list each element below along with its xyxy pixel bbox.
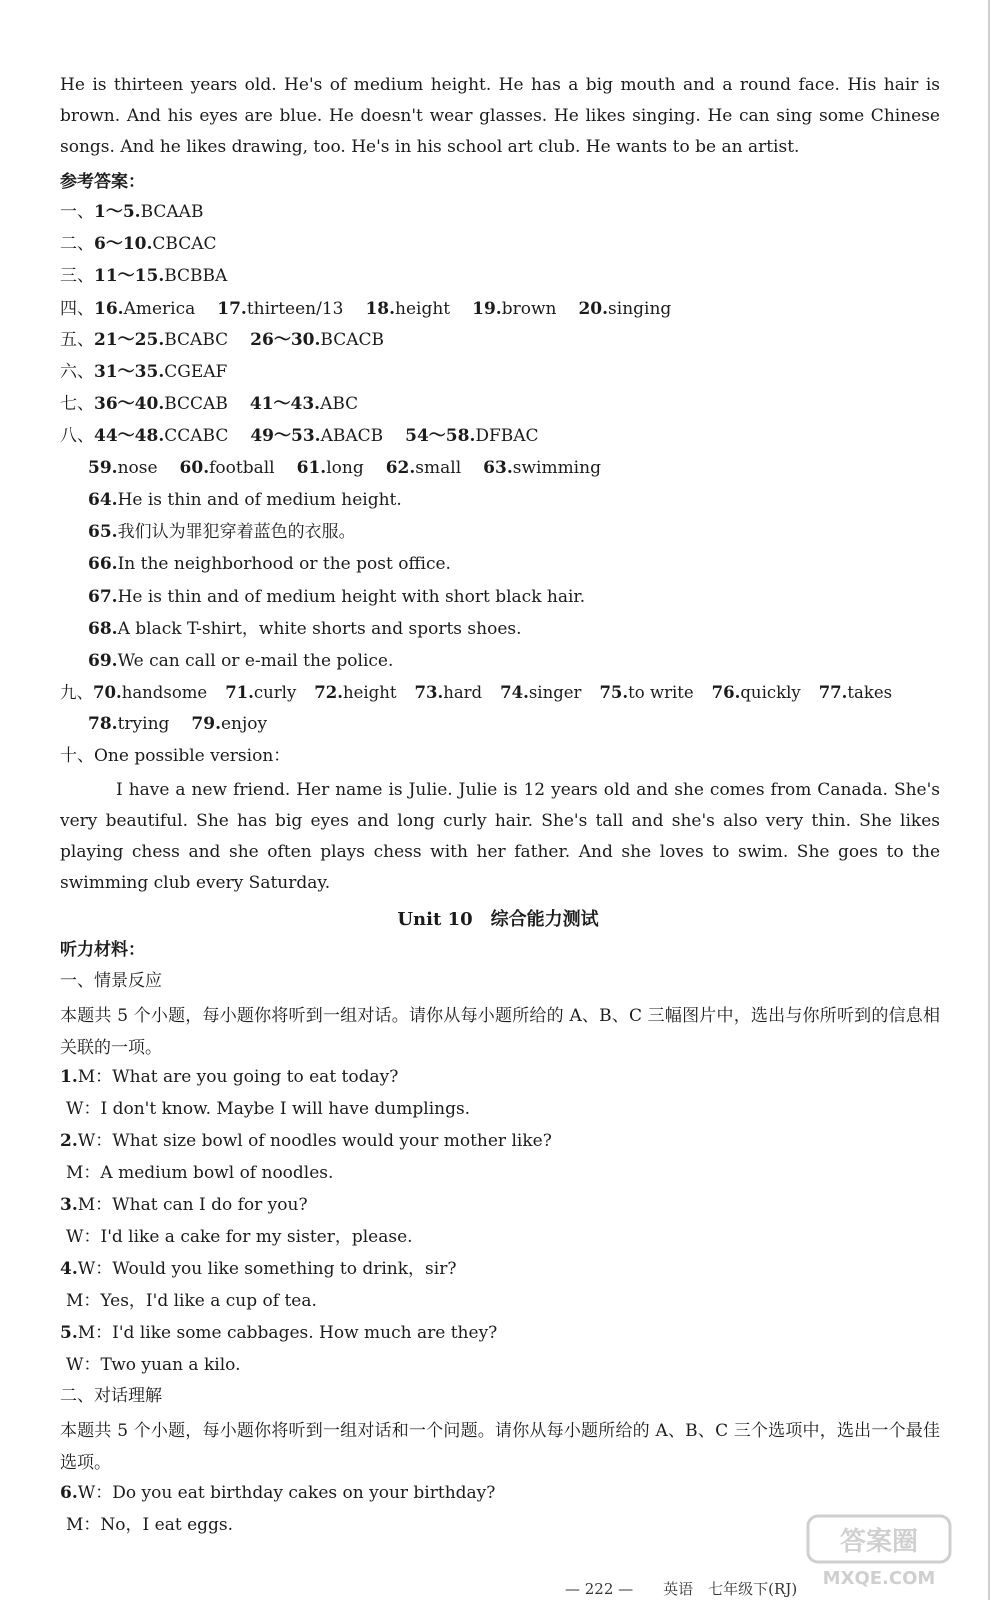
item-number: 75. xyxy=(599,683,629,702)
section-prefix: 三、 xyxy=(60,266,94,286)
dialogue-1-line2: W：I don't know. Maybe I will have dumplings. xyxy=(66,1099,471,1119)
answer-line-6 xyxy=(60,360,227,384)
item-range: 31～35. xyxy=(94,362,165,382)
answer-text: trying xyxy=(117,714,170,734)
answer-text: A black T-shirt，white shorts and sports shoes. xyxy=(117,619,522,639)
answer-text: height xyxy=(395,299,451,319)
answer-line-3 xyxy=(60,264,227,288)
answer-text: handsome xyxy=(121,683,208,702)
svg-text:MXQE.COM: MXQE.COM xyxy=(822,1568,936,1589)
answer-text: singer xyxy=(528,683,582,702)
item-number: 63. xyxy=(483,458,513,478)
answer-text: In the neighborhood or the post office. xyxy=(117,554,451,574)
part2-heading: 二、对话理解 xyxy=(60,1386,162,1406)
item-number: 5. xyxy=(60,1323,78,1343)
dialogue-1-line1 xyxy=(60,1065,398,1089)
page-footer: — 222 — 英语 七年级下(RJ) xyxy=(565,1580,798,1598)
item-number: 76. xyxy=(711,683,741,702)
answer-text: We can call or e-mail the police. xyxy=(117,651,394,671)
answer-text: to write xyxy=(628,683,694,702)
answer-text: football xyxy=(209,458,275,478)
section-prefix: 一、 xyxy=(60,202,94,222)
answer-65 xyxy=(88,520,356,544)
dialogue-5-line1 xyxy=(60,1321,497,1345)
answer-67 xyxy=(88,585,585,609)
answer-text: curly xyxy=(253,683,297,702)
answer-text: takes xyxy=(847,683,893,702)
item-number: 67. xyxy=(88,587,118,607)
essay-paragraph: I have a new friend. Her name is Julie. Julie is 12 years old and she comes from Canada. She's very beautiful. She has big eyes and long curly hair. She's tall and she's also very thin. She likes playing chess and she often plays chess with her father. And she loves to swim. She goes to the swimming club every Saturday. xyxy=(60,780,940,893)
answer-text: enjoy xyxy=(221,714,268,734)
section-prefix: 二、 xyxy=(60,234,94,254)
answer-text: swimming xyxy=(512,458,601,478)
dialogue-text: W：What size bowl of noodles would your mother like? xyxy=(77,1131,552,1151)
answer-line-9b xyxy=(88,712,267,736)
item-number: 16. xyxy=(94,299,124,319)
item-number: 73. xyxy=(414,683,444,702)
dialogue-2-line1 xyxy=(60,1129,552,1153)
item-range: 41～43. xyxy=(249,394,321,414)
item-number: 77. xyxy=(818,683,848,702)
answer-line-7 xyxy=(60,392,358,416)
dialogue-text: M：I'd like some cabbages. How much are they? xyxy=(77,1323,498,1343)
answer-text: small xyxy=(415,458,462,478)
answer-64 xyxy=(88,488,402,512)
answer-68 xyxy=(88,617,522,641)
item-range: 44～48. xyxy=(94,426,165,446)
answer-text: nose xyxy=(117,458,158,478)
item-number: 4. xyxy=(60,1259,78,1279)
answer-line-1 xyxy=(60,200,203,224)
section-prefix: 四、 xyxy=(60,299,94,319)
answer-text: BCACB xyxy=(320,330,384,350)
item-number: 2. xyxy=(60,1131,78,1151)
answer-text: long xyxy=(326,458,364,478)
unit-title: Unit 10 综合能力测试 xyxy=(397,909,599,930)
answer-text: quickly xyxy=(740,683,801,702)
item-number: 72. xyxy=(314,683,343,702)
item-number: 6. xyxy=(60,1483,78,1503)
answer-text: He is thin and of medium height with short black hair. xyxy=(117,587,586,607)
item-range: 21～25. xyxy=(94,330,165,350)
answers-heading: 参考答案： xyxy=(60,172,145,192)
svg-text:答案圈: 答案圈 xyxy=(839,1527,919,1557)
item-range: 26～30. xyxy=(250,330,321,350)
section-prefix: 七、 xyxy=(60,394,94,414)
section-prefix: 十、 xyxy=(60,746,94,766)
answer-text: thirteen/13 xyxy=(246,299,344,319)
item-number: 3. xyxy=(60,1195,78,1215)
answer-line-5 xyxy=(60,328,384,352)
answer-text: ABACB xyxy=(320,426,384,446)
item-number: 70. xyxy=(93,683,122,702)
item-number: 61. xyxy=(296,458,327,478)
item-number: 59. xyxy=(88,458,118,478)
answer-line-10 xyxy=(60,744,290,768)
dialogue-text: W：Do you eat birthday cakes on your birthday? xyxy=(77,1483,496,1503)
page-edge xyxy=(988,0,990,1600)
item-number: 62. xyxy=(385,458,416,478)
item-range: 49～53. xyxy=(250,426,321,446)
item-number: 78. xyxy=(88,714,118,734)
section-prefix: 六、 xyxy=(60,362,94,382)
answer-line-8 xyxy=(60,424,539,448)
part1-heading: 一、情景反应 xyxy=(60,971,162,991)
item-number: 20. xyxy=(578,299,609,319)
item-number: 69. xyxy=(88,651,118,671)
item-number: 66. xyxy=(88,554,118,574)
answer-text: America xyxy=(123,299,196,319)
dialogue-text: M：What are you going to eat today? xyxy=(77,1067,399,1087)
watermark-logo xyxy=(804,1510,954,1590)
item-range: 1～5. xyxy=(94,202,141,222)
dialogue-2-line2: M：A medium bowl of noodles. xyxy=(66,1163,334,1183)
item-number: 64. xyxy=(88,490,118,510)
item-number: 79. xyxy=(191,714,221,734)
answer-text: hard xyxy=(443,683,483,702)
item-number: 18. xyxy=(365,299,396,319)
item-number: 74. xyxy=(500,683,529,702)
answer-line-2 xyxy=(60,232,217,256)
listening-heading: 听力材料： xyxy=(60,940,145,960)
dialogue-text: M：What can I do for you? xyxy=(77,1195,308,1215)
answer-text: singing xyxy=(608,299,672,319)
item-number: 65. xyxy=(88,522,118,542)
dialogue-4-line1 xyxy=(60,1257,456,1281)
answer-text: BCBBA xyxy=(164,266,228,286)
item-range: 54～58. xyxy=(405,426,476,446)
answer-66 xyxy=(88,552,451,576)
item-number: 17. xyxy=(217,299,247,319)
dialogue-6-line2: M：No，I eat eggs. xyxy=(66,1515,234,1535)
item-number: 19. xyxy=(472,299,502,319)
section-prefix: 九、 xyxy=(60,683,93,702)
item-number: 68. xyxy=(88,619,118,639)
section-prefix: 八、 xyxy=(60,426,94,446)
part1-instructions: 本题共 5 个小题，每小题你将听到一组对话。请你从每小题所给的 A、B、C 三幅图片中，选出与你所听到的信息相关联的一项。 xyxy=(60,1006,940,1058)
part2-instructions: 本题共 5 个小题，每小题你将听到一组对话和一个问题。请你从每小题所给的 A、B、C 三个选项中，选出一个最佳选项。 xyxy=(60,1421,940,1473)
answer-line-8-words xyxy=(88,456,601,480)
answer-text: BCCAB xyxy=(164,394,228,414)
answer-text: ABC xyxy=(320,394,359,414)
answer-text: CCABC xyxy=(164,426,229,446)
dialogue-text: W：Would you like something to drink，sir? xyxy=(77,1259,457,1279)
section-prefix: 五、 xyxy=(60,330,94,350)
answer-text: CGEAF xyxy=(164,362,228,382)
dialogue-3-line2: W：I'd like a cake for my sister，please. xyxy=(66,1227,413,1247)
answer-text: BCAAB xyxy=(140,202,204,222)
answer-text: CBCAC xyxy=(152,234,217,254)
answer-69 xyxy=(88,649,393,673)
item-number: 1. xyxy=(60,1067,78,1087)
item-range: 11～15. xyxy=(94,266,165,286)
section-label: One possible version： xyxy=(94,746,291,766)
dialogue-3-line1 xyxy=(60,1193,308,1217)
answer-text: DFBAC xyxy=(475,426,539,446)
answer-line-4 xyxy=(60,297,671,321)
dialogue-4-line2: M：Yes，I'd like a cup of tea. xyxy=(66,1291,317,1311)
answer-text: height xyxy=(342,683,397,702)
answer-line-9 xyxy=(60,681,892,705)
item-range: 36～40. xyxy=(94,394,165,414)
dialogue-5-line2: W：Two yuan a kilo. xyxy=(66,1355,241,1375)
answer-text: 我们认为罪犯穿着蓝色的衣服。 xyxy=(117,522,356,542)
answer-text: BCABC xyxy=(164,330,229,350)
answer-text: He is thin and of medium height. xyxy=(117,490,402,510)
item-number: 71. xyxy=(225,683,254,702)
item-range: 6～10. xyxy=(94,234,153,254)
item-number: 60. xyxy=(179,458,210,478)
dialogue-6-line1 xyxy=(60,1481,495,1505)
intro-paragraph: He is thirteen years old. He's of medium height. He has a big mouth and a round face. His hair is brown. And his eyes are blue. He doesn't wear glasses. He likes singing. He can sing some Chinese songs. And he likes drawing, too. He's in his school art club. He wants to be an artist. xyxy=(60,75,940,157)
answer-text: brown xyxy=(501,299,557,319)
